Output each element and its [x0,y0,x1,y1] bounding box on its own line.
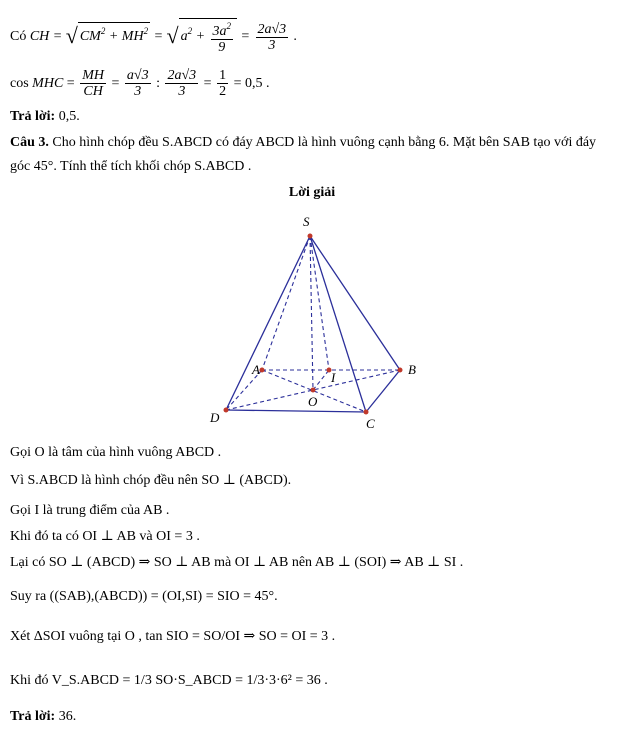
answer-label: Trả lời: [10,709,56,724]
edge-dc [226,410,366,412]
label-c: C [366,416,375,430]
edge-sc [310,236,366,412]
question-3-line-1 [10,134,596,152]
step-8: Khi đó V_S.ABCD = 1/3 SO·S_ABCD = 1/3·3·6² = 36 . [10,673,328,688]
cos-formula: cos MHC = $\frac{MH}{CH}$ = $\frac{a√3}{3}$ : $\frac{2a√3}{3}$ = $\frac{1}{2}$ = 0,5 . [10,68,270,99]
question-label: Câu 3. [10,135,49,150]
edge-sa [262,236,310,370]
answer-value: 36. [58,709,77,724]
point-b [398,368,403,373]
question-text-b: góc 45°. Tính thể tích khối chóp S.ABCD . [10,159,252,174]
label-o: O [308,394,318,409]
cos-formula-line [10,68,269,99]
segment-oi [313,370,329,390]
label-b: B [408,362,416,377]
ch-formula-line [10,18,297,55]
answer-1 [10,108,80,126]
edge-sb [310,236,400,370]
pyramid-figure [190,210,430,430]
label-a: A [252,362,260,377]
step-5: Lại có SO ⊥ (ABCD) ⇒ SO ⊥ AB mà OI ⊥ AB nên AB ⊥ (SOI) ⇒ AB ⊥ SI . [10,555,464,570]
point-o [311,388,316,393]
label-s: S [303,214,310,229]
answer-label: Trả lời: [10,109,56,124]
label-d: D [210,410,220,425]
step-1: Gọi O là tâm của hình vuông ABCD . [10,445,222,460]
question-text-a: Cho hình chóp đều S.ABCD có đáy ABCD là hình vuông cạnh bằng 6. Mặt bên SAB tạo với đáy [52,135,597,150]
segment-si [310,236,329,370]
solution-title: Lời giải [288,185,336,200]
point-d [224,408,229,413]
point-c [364,410,369,415]
prefix-text: Có [10,29,27,45]
point-s [308,234,313,239]
ch-formula: CH = √ $CM^2 + MH^2$ = √ $a^2$ + $\frac{3a^2}{9}$ = $\frac{2a√3}{3}$ . [30,29,297,44]
segment-so [310,236,313,390]
step-4: Khi đó ta có OI ⊥ AB và OI = 3 . [10,529,200,544]
label-i: I [331,370,336,385]
answer-value: 0,5. [58,109,80,124]
step-6: Suy ra ((SAB),(ABCD)) = (OI,SI) = SIO = 45°. [10,589,278,604]
point-a [260,368,265,373]
answer-2 [10,708,76,726]
question-3-line-2 [10,158,251,176]
step-7: Xét ΔSOI vuông tại O , tan SIO = SO/OI ⇒ SO = OI = 3 . [10,629,336,644]
step-3: Gọi I là trung điểm của AB . [10,503,170,518]
step-2: Vì S.ABCD là hình chóp đều nên SO ⊥ (ABCD). [10,473,292,488]
